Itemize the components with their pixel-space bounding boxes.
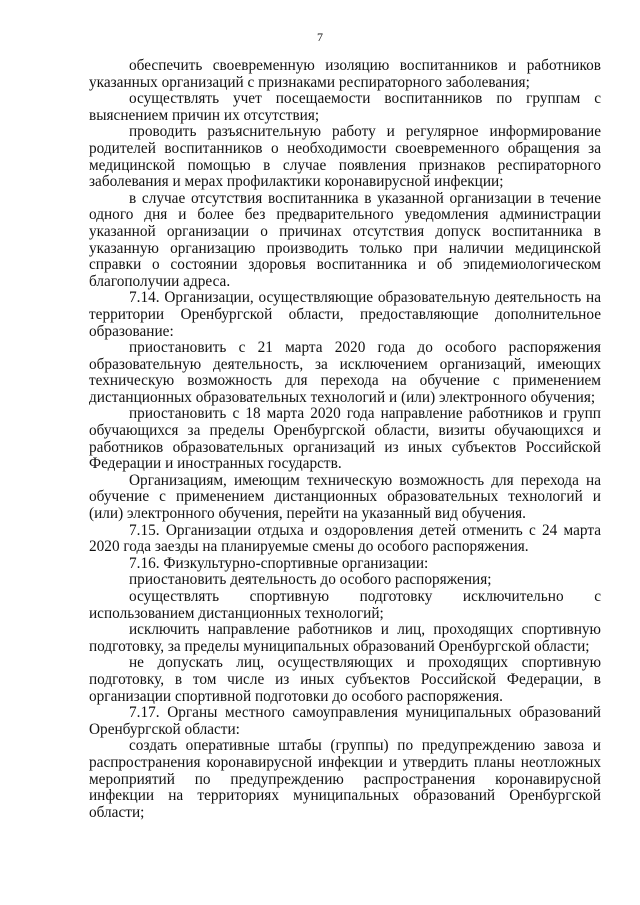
paragraph: осуществлять учет посещаемости воспитанников по группам с выяснением причин их отсутствия; — [89, 90, 601, 124]
document-body — [89, 58, 601, 821]
paragraph: проводить разъяснительную работу и регулярное информирование родителей воспитанников о необходимости своевременного обращения за медицинской помощью в случае появления признаков респираторного заболевания и мерах профилактики коронавирусной инфекции; — [89, 123, 601, 191]
section-heading-7-16: 7.16. Физкультурно-спортивные организации: — [129, 554, 429, 572]
section-heading-7-15: 7.15. Организации отдыха и оздоровления детей отменить с 24 марта 2020 года заезды на планируемые смены до особого распоряжения. — [89, 521, 601, 556]
paragraph: Организациям, имеющим техническую возможность для перехода на обучение с применением дистанционных образовательных технологий и (или) электронного обучения, перейти на указанный вид обучения. — [89, 471, 601, 523]
paragraph: создать оперативные штабы (группы) по предупреждению завоза и распространения коронавирусной инфекции и утвердить планы неотложных мероприятий по предупреждению распространения коронавирусной инфекции на территориях муниципальных образований Оренбургской области; — [89, 737, 601, 821]
paragraph: осуществлять спортивную подготовку исключительно с использованием дистанционных технологий; — [89, 588, 601, 622]
paragraph: обеспечить своевременную изоляцию воспитанников и работников указанных организаций с признаками респираторного заболевания; — [89, 57, 601, 91]
paragraph: не допускать лиц, осуществляющих и проходящих спортивную подготовку, в том числе из иных субъектов Российской Федерации, в организации спортивной подготовки до особого распоряжения. — [89, 654, 601, 705]
page-number: 7 — [317, 30, 323, 44]
paragraph: исключить направление работников и лиц, проходящих спортивную подготовку, за пределы муниципальных образований Оренбургской области; — [89, 621, 601, 655]
section-heading-7-14: 7.14. Организации, осуществляющие образовательную деятельность на территории Оренбургской области, предоставляющие дополнительное образование: — [89, 289, 601, 340]
paragraph: приостановить с 18 марта 2020 года направление работников и групп обучающихся за пределы Оренбургской области, визиты обучающихся и работников образовательных организаций из иных субъектов Российской Федерации и иностранных государств. — [89, 405, 601, 473]
paragraph: в случае отсутствия воспитанника в указанной организации в течение одного дня и более без предварительного уведомления администрации указанной организации о причинах отсутствия допуск воспитанника в указанную организацию производить только при наличии медицинской справки о состоянии здоровья воспитанника и об эпидемиологическом благополучии адреса. — [89, 189, 601, 290]
paragraph: приостановить с 21 марта 2020 года до особого распоряжения образовательную деятельность, за исключением организаций, имеющих техническую возможность для перехода на обучение с применением дистанционных образовательных технологий и (или) электронного обучения; — [89, 339, 601, 406]
section-heading-7-17: 7.17. Органы местного самоуправления муниципальных образований Оренбургской области: — [89, 704, 601, 738]
paragraph: приостановить деятельность до особого распоряжения; — [129, 571, 492, 589]
